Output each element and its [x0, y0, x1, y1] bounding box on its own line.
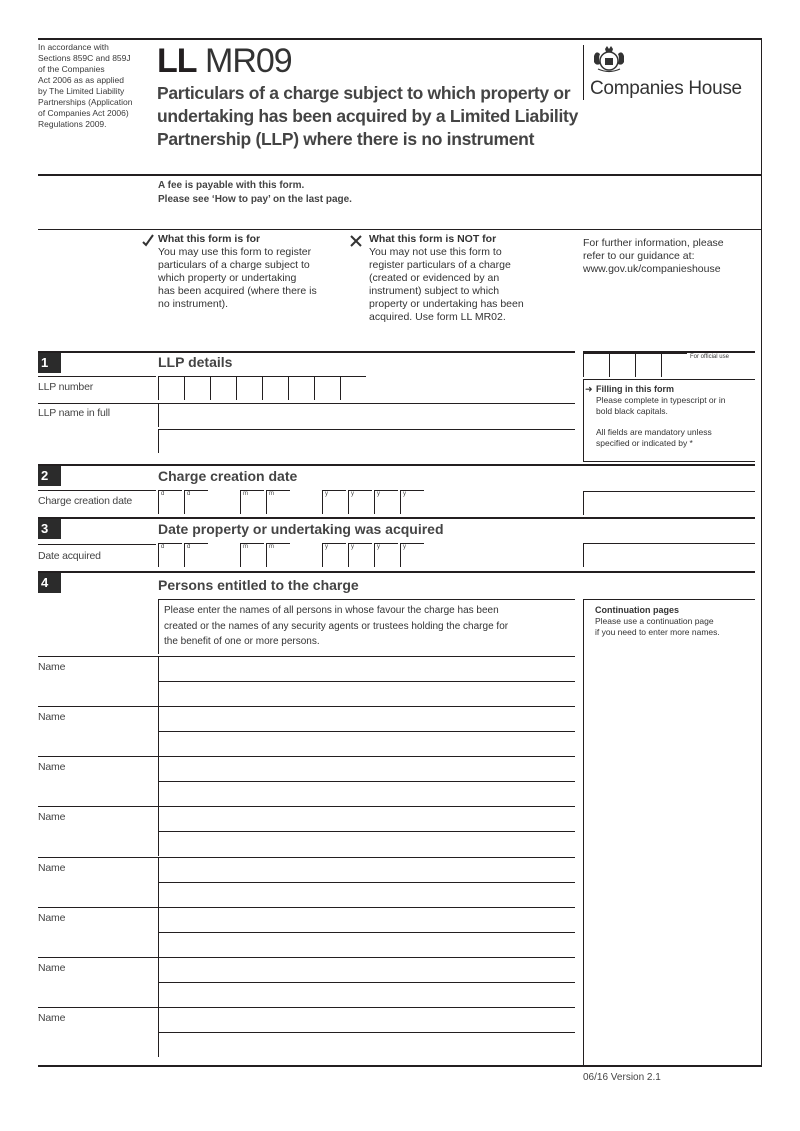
section-1-number: 1: [38, 353, 61, 373]
name-field-4a[interactable]: [158, 806, 575, 831]
form-title: Particulars of a charge subject to which property or undertaking has been acquired by a Limited Liability Partnership (LLP) where there is no instrument: [157, 83, 579, 149]
section-4-title: Persons entitled to the charge: [158, 577, 359, 593]
section-2-number: 2: [38, 466, 61, 486]
official-use-label: For official use: [690, 354, 729, 360]
name-field-1a[interactable]: [158, 656, 575, 681]
official-use-box-3: [635, 353, 661, 377]
acquired-year-3[interactable]: y: [374, 543, 398, 567]
form-code: LL MR09: [157, 42, 292, 80]
logo-divider: [583, 45, 584, 100]
arrow-right-icon: ➜: [585, 384, 593, 394]
llp-number-box-8[interactable]: [340, 376, 366, 400]
version-label: 06/16 Version 2.1: [583, 1072, 661, 1083]
name-field-2b[interactable]: [158, 731, 575, 756]
llp-number-box-3[interactable]: [210, 376, 236, 400]
llp-number-box-4[interactable]: [236, 376, 262, 400]
section-3-top-line: [38, 517, 755, 519]
legal-basis-text: In accordance with Sections 859C and 859J of the Companies Act 2006 as as applied by The Limited Liability Partnerships (Application of Companies Act 2006) Regulations 2009.: [38, 42, 133, 129]
name-label: Name: [38, 862, 66, 874]
frame-bottom-line: [38, 1065, 762, 1067]
further-info-block: For further information, please refer to our guidance at: www.gov.uk/companieshouse: [583, 237, 758, 276]
acquired-year-2[interactable]: y: [348, 543, 372, 567]
section-3-title: Date property or undertaking was acquired: [158, 521, 444, 537]
llp-name-field-line-2[interactable]: [158, 429, 575, 453]
name-field-7a[interactable]: [158, 957, 575, 982]
name-field-3a[interactable]: [158, 756, 575, 781]
continuation-top-line: [583, 599, 755, 600]
name-label: Name: [38, 761, 66, 773]
section-4-number: 4: [38, 573, 61, 593]
name-label: Name: [38, 661, 66, 673]
name-label: Name: [38, 1012, 66, 1024]
llp-number-box-5[interactable]: [262, 376, 288, 400]
name-field-8b[interactable]: [158, 1032, 575, 1057]
section-2-top-line: [38, 464, 755, 466]
continuation-info-block: Continuation pages Please use a continuation page if you need to enter more names.: [595, 605, 720, 637]
sidebar-1-bottom-line: [583, 461, 755, 462]
companies-house-logo-text: Companies House: [590, 78, 742, 99]
name-field-2a[interactable]: [158, 706, 575, 731]
cross-icon: [349, 234, 363, 248]
name-field-5b[interactable]: [158, 882, 575, 907]
guidance-link[interactable]: www.gov.uk/companieshouse: [583, 263, 721, 275]
not-for-block: What this form is NOT for You may not use this form to register particulars of a charge (created or evidenced by an instrument) subject to which property or undertaking has been acquired. Use form LL MR02.: [369, 233, 524, 323]
frame-top-line: [38, 38, 762, 40]
acquired-month-1[interactable]: m: [240, 543, 264, 567]
creation-day-2[interactable]: d: [184, 490, 208, 514]
is-for-block: What this form is for You may use this form to register particulars of a charge subject to which property or undertaking has been acquired (where there is no instrument).: [158, 233, 317, 310]
filling-info-block: Filling in this form Please complete in typescript or in bold black capitals. All fields are mandatory unless specified or indicated by *: [596, 384, 726, 448]
section-3-number: 3: [38, 519, 61, 539]
fee-separator: [38, 229, 762, 230]
name-field-7b[interactable]: [158, 982, 575, 1007]
creation-month-1[interactable]: m: [240, 490, 264, 514]
acquired-day-2[interactable]: d: [184, 543, 208, 567]
header-separator: [38, 174, 762, 176]
royal-coat-of-arms-icon: [590, 44, 628, 74]
llp-number-label: LLP number: [38, 381, 94, 393]
creation-year-1[interactable]: y: [322, 490, 346, 514]
section-4-top-line: [38, 571, 755, 573]
creation-day-1[interactable]: d: [158, 490, 182, 514]
acquired-month-2[interactable]: m: [266, 543, 290, 567]
name-field-3b[interactable]: [158, 781, 575, 806]
llp-name-field-line-1[interactable]: [158, 403, 575, 427]
official-use-box-2: [609, 353, 635, 377]
frame-right-line: [761, 38, 762, 1066]
name-field-8a[interactable]: [158, 1007, 575, 1032]
sidebar-1-divider: [583, 379, 755, 380]
llp-number-box-1[interactable]: [158, 376, 184, 400]
name-field-6a[interactable]: [158, 907, 575, 932]
name-field-5a[interactable]: [158, 857, 575, 882]
name-label: Name: [38, 811, 66, 823]
fee-notice: A fee is payable with this form. Please see ‘How to pay’ on the last page.: [158, 180, 352, 205]
name-field-1b[interactable]: [158, 681, 575, 706]
llp-number-row-line: [38, 376, 156, 377]
sidebar-1-left-line: [583, 379, 584, 461]
llp-number-box-6[interactable]: [288, 376, 314, 400]
section-4-instructions: Please enter the names of all persons in whose favour the charge has been created or the names of any security agents or trustees holding the charge for the benefit of one or more persons.: [164, 605, 509, 647]
section-1-top-line: [38, 351, 575, 353]
name-label: Name: [38, 962, 66, 974]
creation-year-2[interactable]: y: [348, 490, 372, 514]
acquired-day-1[interactable]: d: [158, 543, 182, 567]
acquired-year-1[interactable]: y: [322, 543, 346, 567]
continuation-left-line: [583, 599, 584, 1065]
name-field-4b[interactable]: [158, 831, 575, 856]
llp-name-label: LLP name in full: [38, 407, 110, 419]
section-2-sidebar-box: [583, 491, 755, 515]
date-acquired-label: Date acquired: [38, 550, 101, 562]
charge-creation-date-label: Charge creation date: [38, 495, 133, 507]
official-use-box-4: [661, 353, 687, 377]
llp-number-box-7[interactable]: [314, 376, 340, 400]
section-2-label-line: [38, 490, 156, 491]
acquired-year-4[interactable]: y: [400, 543, 424, 567]
section-3-label-line: [38, 544, 156, 545]
llp-number-box-2[interactable]: [184, 376, 210, 400]
official-use-box-1: [583, 353, 609, 377]
creation-year-3[interactable]: y: [374, 490, 398, 514]
check-icon: [141, 233, 155, 247]
creation-year-4[interactable]: y: [400, 490, 424, 514]
name-field-6b[interactable]: [158, 932, 575, 957]
name-label: Name: [38, 912, 66, 924]
section-3-sidebar-box: [583, 543, 755, 567]
section-1-title: LLP details: [158, 354, 233, 370]
section-2-title: Charge creation date: [158, 468, 298, 484]
name-label: Name: [38, 711, 66, 723]
creation-month-2[interactable]: m: [266, 490, 290, 514]
